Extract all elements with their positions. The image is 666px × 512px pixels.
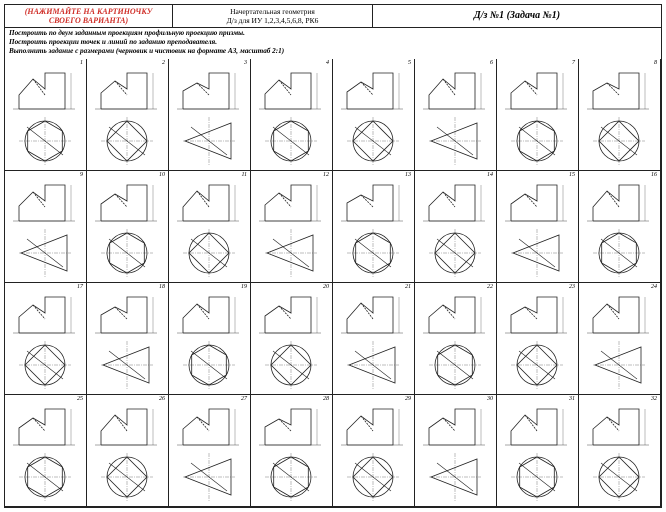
variant-grid	[5, 59, 661, 507]
variant-cell[interactable]	[5, 59, 87, 171]
variant-drawing	[5, 171, 87, 283]
variant-drawing	[579, 171, 661, 283]
instruction-1: Построить по двум заданным проекциям профильную проекцию призмы.	[9, 29, 245, 37]
variant-cell[interactable]	[497, 283, 579, 395]
variant-drawing	[5, 395, 87, 507]
variant-number: 21	[405, 284, 411, 290]
variant-cell[interactable]	[87, 171, 169, 283]
variant-cell[interactable]	[5, 395, 87, 507]
variant-cell[interactable]	[5, 283, 87, 395]
variant-cell[interactable]	[87, 283, 169, 395]
variant-drawing	[5, 59, 87, 171]
variant-cell[interactable]	[169, 171, 251, 283]
variant-cell[interactable]	[333, 171, 415, 283]
variant-number: 28	[323, 396, 329, 402]
variant-drawing	[5, 283, 87, 395]
variant-hint[interactable]	[5, 5, 173, 27]
variant-cell[interactable]	[333, 283, 415, 395]
variant-number: 17	[77, 284, 83, 290]
variant-cell[interactable]	[415, 171, 497, 283]
variant-cell[interactable]	[87, 59, 169, 171]
variant-hint-line2: СВОЕГО ВАРИАНТА)	[48, 16, 129, 25]
variant-cell[interactable]	[497, 395, 579, 507]
variant-drawing	[497, 395, 579, 507]
variant-number: 12	[323, 172, 329, 178]
variant-number: 23	[569, 284, 575, 290]
variant-cell[interactable]	[497, 59, 579, 171]
variant-drawing	[415, 395, 497, 507]
variant-number: 32	[651, 396, 657, 402]
variant-drawing	[87, 59, 169, 171]
variant-cell[interactable]	[497, 171, 579, 283]
variant-number: 13	[405, 172, 411, 178]
variant-number: 14	[487, 172, 493, 178]
variant-drawing	[579, 59, 661, 171]
variant-cell[interactable]	[87, 395, 169, 507]
variant-drawing	[415, 283, 497, 395]
variant-cell[interactable]	[333, 395, 415, 507]
variant-number: 3	[244, 60, 247, 66]
variant-number: 29	[405, 396, 411, 402]
variant-cell[interactable]	[415, 59, 497, 171]
variant-drawing	[579, 395, 661, 507]
variant-drawing	[169, 171, 251, 283]
variant-drawing	[251, 59, 333, 171]
instructions	[9, 29, 659, 56]
variant-cell[interactable]	[251, 283, 333, 395]
variant-drawing	[251, 171, 333, 283]
variant-drawing	[87, 283, 169, 395]
subject-line2: Д/з для ИУ 1,2,3,4,5,6,8, РК6	[226, 16, 319, 25]
variant-drawing	[169, 59, 251, 171]
variant-cell[interactable]	[579, 283, 661, 395]
subject-title	[173, 5, 373, 27]
variant-number: 5	[408, 60, 411, 66]
variant-cell[interactable]	[415, 283, 497, 395]
variant-number: 2	[162, 60, 165, 66]
variant-number: 1	[80, 60, 83, 66]
variant-cell[interactable]	[251, 395, 333, 507]
variant-number: 8	[654, 60, 657, 66]
variant-number: 26	[159, 396, 165, 402]
variant-hint-line1: (НАЖИМАЙТЕ НА КАРТИНОЧКУ	[24, 7, 153, 16]
variant-drawing	[333, 283, 415, 395]
variant-cell[interactable]	[251, 59, 333, 171]
variant-cell[interactable]	[333, 59, 415, 171]
variant-drawing	[169, 395, 251, 507]
variant-number: 22	[487, 284, 493, 290]
subject-line1: Начертательная геометрия	[230, 7, 315, 16]
variant-cell[interactable]	[169, 59, 251, 171]
variant-number: 19	[241, 284, 247, 290]
variant-drawing	[415, 59, 497, 171]
variant-cell[interactable]	[579, 395, 661, 507]
variant-drawing	[333, 395, 415, 507]
variant-number: 31	[569, 396, 575, 402]
variant-number: 7	[572, 60, 575, 66]
instruction-2: Построить проекции точек и линий по заданию преподавателя.	[9, 38, 218, 46]
drawing-sheet	[4, 4, 662, 508]
variant-drawing	[415, 171, 497, 283]
variant-number: 15	[569, 172, 575, 178]
variant-number: 27	[241, 396, 247, 402]
variant-cell[interactable]	[251, 171, 333, 283]
variant-number: 11	[241, 172, 247, 178]
variant-drawing	[251, 395, 333, 507]
variant-drawing	[579, 283, 661, 395]
variant-drawing	[497, 171, 579, 283]
variant-cell[interactable]	[579, 171, 661, 283]
variant-drawing	[169, 283, 251, 395]
variant-number: 24	[651, 284, 657, 290]
task-title: Д/з №1 (Задача №1)	[473, 10, 561, 21]
variant-drawing	[497, 283, 579, 395]
variant-drawing	[333, 59, 415, 171]
variant-cell[interactable]	[169, 283, 251, 395]
variant-drawing	[251, 283, 333, 395]
variant-number: 25	[77, 396, 83, 402]
variant-number: 18	[159, 284, 165, 290]
variant-number: 20	[323, 284, 329, 290]
variant-cell[interactable]	[169, 395, 251, 507]
variant-drawing	[87, 171, 169, 283]
instruction-3: Выполнить задание с размерами (черновик и чистовик на формате А3, масштаб 2:1)	[9, 47, 285, 55]
variant-number: 30	[487, 396, 493, 402]
variant-number: 9	[80, 172, 83, 178]
variant-cell[interactable]	[5, 171, 87, 283]
variant-number: 16	[651, 172, 657, 178]
variant-number: 4	[326, 60, 329, 66]
variant-number: 6	[490, 60, 493, 66]
variant-drawing	[497, 59, 579, 171]
variant-cell[interactable]	[415, 395, 497, 507]
variant-number: 10	[159, 172, 165, 178]
variant-drawing	[333, 171, 415, 283]
title-block	[5, 5, 661, 28]
variant-drawing	[87, 395, 169, 507]
variant-cell[interactable]	[579, 59, 661, 171]
